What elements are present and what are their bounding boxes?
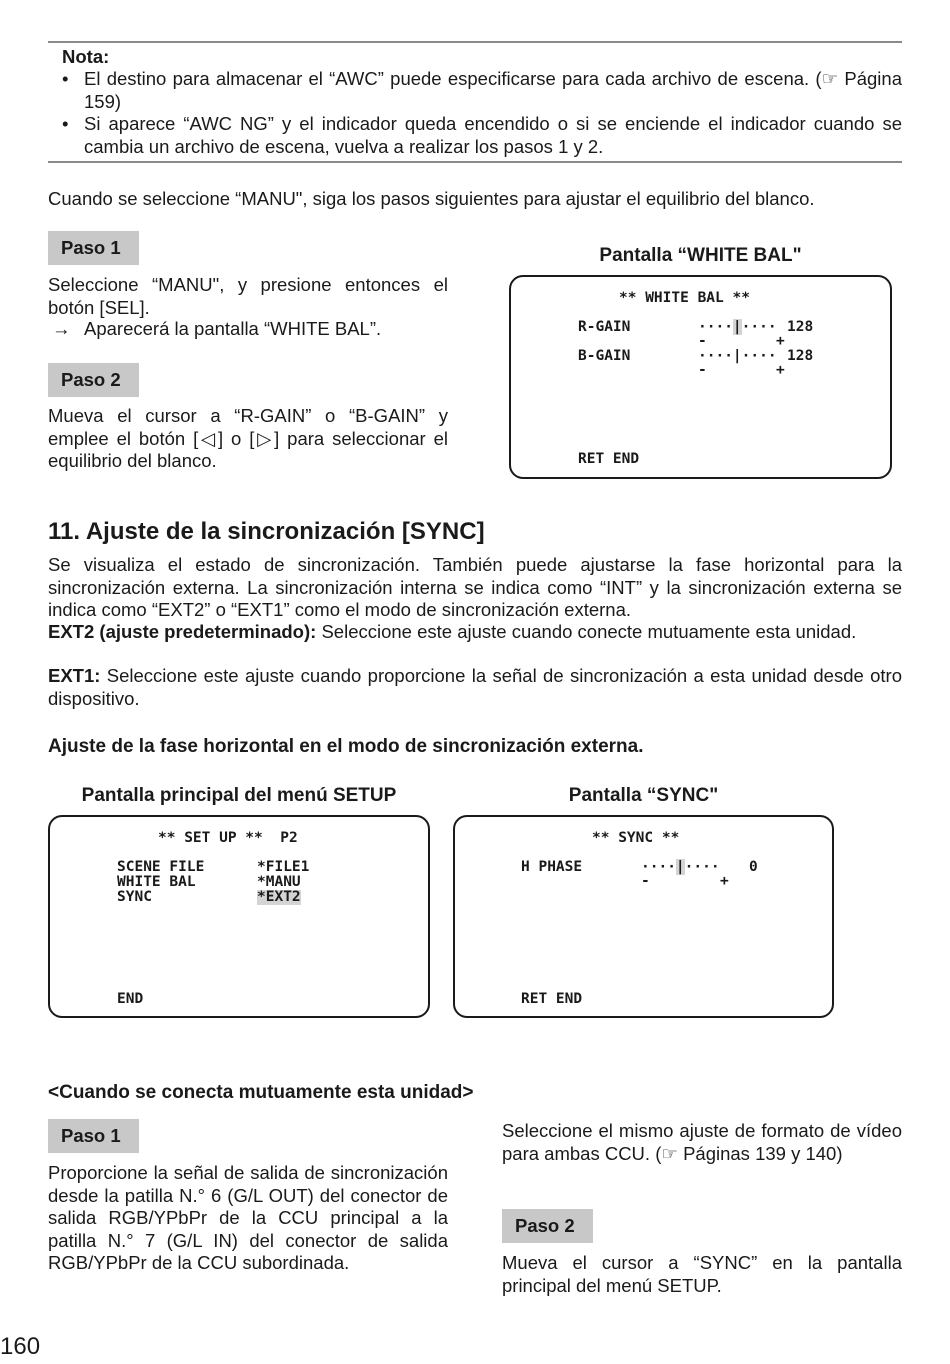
h-phase-plus: + bbox=[720, 873, 729, 889]
ext1-label: EXT1: bbox=[48, 665, 101, 686]
setup-row-value: *MANU bbox=[257, 874, 301, 890]
mutual-paso-2-label: Paso 2 bbox=[502, 1209, 593, 1243]
white-bal-screen bbox=[509, 275, 892, 479]
sync-caption: Pantalla “SYNC" bbox=[568, 785, 719, 806]
white-bal-caption: Pantalla “WHITE BAL" bbox=[599, 245, 802, 266]
setup-row-value: *FILE1 bbox=[257, 859, 310, 875]
mutual-heading: <Cuando se conecta mutuamente esta unidad> bbox=[48, 1082, 474, 1103]
r-gain-value: 128 bbox=[787, 319, 814, 335]
intro-text: Cuando se seleccione “MANU", siga los pasos siguientes para ajustar el equilibrio del blanco. bbox=[48, 188, 815, 209]
nota-bullet-1 bbox=[62, 68, 902, 113]
b-gain-bar: ····|···· bbox=[698, 348, 777, 364]
mutual-right-text: Seleccione el mismo ajuste de formato de vídeo para ambas CCU. (☞ Páginas 139 y 140) bbox=[502, 1120, 902, 1164]
setup-title: ** SET UP ** P2 bbox=[158, 830, 298, 846]
r-gain-minus: - bbox=[698, 333, 707, 349]
h-phase-bar bbox=[641, 860, 720, 875]
bottom-rule bbox=[48, 161, 902, 163]
mutual-paso-1-text: Proporcione la señal de salida de sincronización desde la patilla N.° 6 (G/L OUT) del conector de salida RGB/YPbPr de la CCU principal a la patilla N.° 7 (G/L IN) del conector de salida RGB/YPbPr de la CCU subordinada. bbox=[48, 1162, 448, 1273]
b-gain-label: B-GAIN bbox=[578, 348, 631, 364]
wb-paso-1-text: Seleccione “MANU", y presione entonces el botón [SEL]. bbox=[48, 274, 448, 318]
wb-paso-2-text: Mueva el cursor a “R-GAIN” o “B-GAIN” y emplee el botón [◁] o [▷] para seleccionar el equilibrio del blanco. bbox=[48, 405, 448, 471]
section-paragraph: Se visualiza el estado de sincronización. También puede ajustarse la fase horizontal para la sincronización externa. La sincronización interna se indica como “INT” y la sincronización externa se indica como “EXT2” o “EXT1” como el modo de sincronización externa. bbox=[48, 554, 902, 620]
setup-row-label: WHITE BAL bbox=[117, 874, 196, 890]
r-gain-bar-left: ···· bbox=[698, 319, 733, 335]
sync-footer: RET END bbox=[521, 991, 583, 1007]
r-gain-label: R-GAIN bbox=[578, 319, 631, 335]
sync-subheading: Ajuste de la fase horizontal en el modo de sincronización externa. bbox=[48, 736, 644, 757]
sync-screen bbox=[453, 815, 834, 1018]
r-gain-bar-right: ···· bbox=[741, 319, 777, 335]
white-bal-footer: RET END bbox=[578, 451, 640, 467]
h-phase-cursor: | bbox=[675, 859, 685, 875]
setup-row-label: SCENE FILE bbox=[117, 859, 205, 875]
h-phase-bar-right: ···· bbox=[684, 859, 720, 875]
ext2-label: EXT2 (ajuste predeterminado): bbox=[48, 621, 317, 642]
bullet-dot: • bbox=[62, 68, 69, 89]
paso-2-label: Paso 2 bbox=[48, 363, 139, 397]
ext2-item bbox=[48, 621, 902, 644]
top-rule bbox=[48, 41, 902, 43]
page-number: 160 bbox=[0, 1333, 41, 1360]
r-gain-cursor: | bbox=[732, 319, 742, 335]
ext1-item bbox=[48, 665, 902, 710]
ext1-text: Seleccione este ajuste cuando proporcione la señal de sincronización a esta unidad desde otro dispositivo. bbox=[48, 665, 902, 709]
r-gain-bar bbox=[698, 320, 777, 335]
setup-footer: END bbox=[117, 991, 144, 1007]
nota-bullet-text: El destino para almacenar el “AWC” puede especificarse para cada archivo de escena. (☞ Página 159) bbox=[84, 68, 902, 112]
paso-1-label: Paso 1 bbox=[48, 231, 139, 265]
arrow-icon: → bbox=[52, 318, 71, 339]
setup-caption: Pantalla principal del menú SETUP bbox=[81, 785, 397, 806]
h-phase-minus: - bbox=[641, 873, 650, 889]
h-phase-value: 0 bbox=[749, 859, 758, 875]
setup-row-label: SYNC bbox=[117, 889, 152, 905]
mutual-paso-1-label: Paso 1 bbox=[48, 1119, 139, 1153]
sync-title: ** SYNC ** bbox=[592, 830, 680, 846]
r-gain-plus: + bbox=[776, 333, 785, 349]
nota-bullet-text: Si aparece “AWC NG” y el indicador queda encendido o si se enciende el indicador cuando se cambia un archivo de escena, vuelva a realizar los pasos 1 y 2. bbox=[84, 113, 902, 157]
b-gain-minus: - bbox=[698, 362, 707, 378]
section-title: 11. Ajuste de la sincronización [SYNC] bbox=[48, 518, 485, 545]
setup-row-value-selected: *EXT2 bbox=[257, 889, 301, 905]
ext2-text: Seleccione este ajuste cuando conecte mutuamente esta unidad. bbox=[321, 621, 857, 642]
setup-screen bbox=[48, 815, 430, 1018]
mutual-paso-2-text: Mueva el cursor a “SYNC” en la pantalla principal del menú SETUP. bbox=[502, 1252, 902, 1296]
nota-bullet-2 bbox=[62, 113, 902, 158]
b-gain-plus: + bbox=[776, 362, 785, 378]
h-phase-label: H PHASE bbox=[521, 859, 583, 875]
b-gain-value: 128 bbox=[787, 348, 814, 364]
white-bal-title: ** WHITE BAL ** bbox=[619, 290, 750, 306]
h-phase-bar-left: ···· bbox=[641, 859, 676, 875]
bullet-dot: • bbox=[62, 113, 69, 134]
nota-title: Nota: bbox=[62, 46, 110, 67]
wb-paso-1-result: Aparecerá la pantalla “WHITE BAL”. bbox=[84, 318, 382, 339]
